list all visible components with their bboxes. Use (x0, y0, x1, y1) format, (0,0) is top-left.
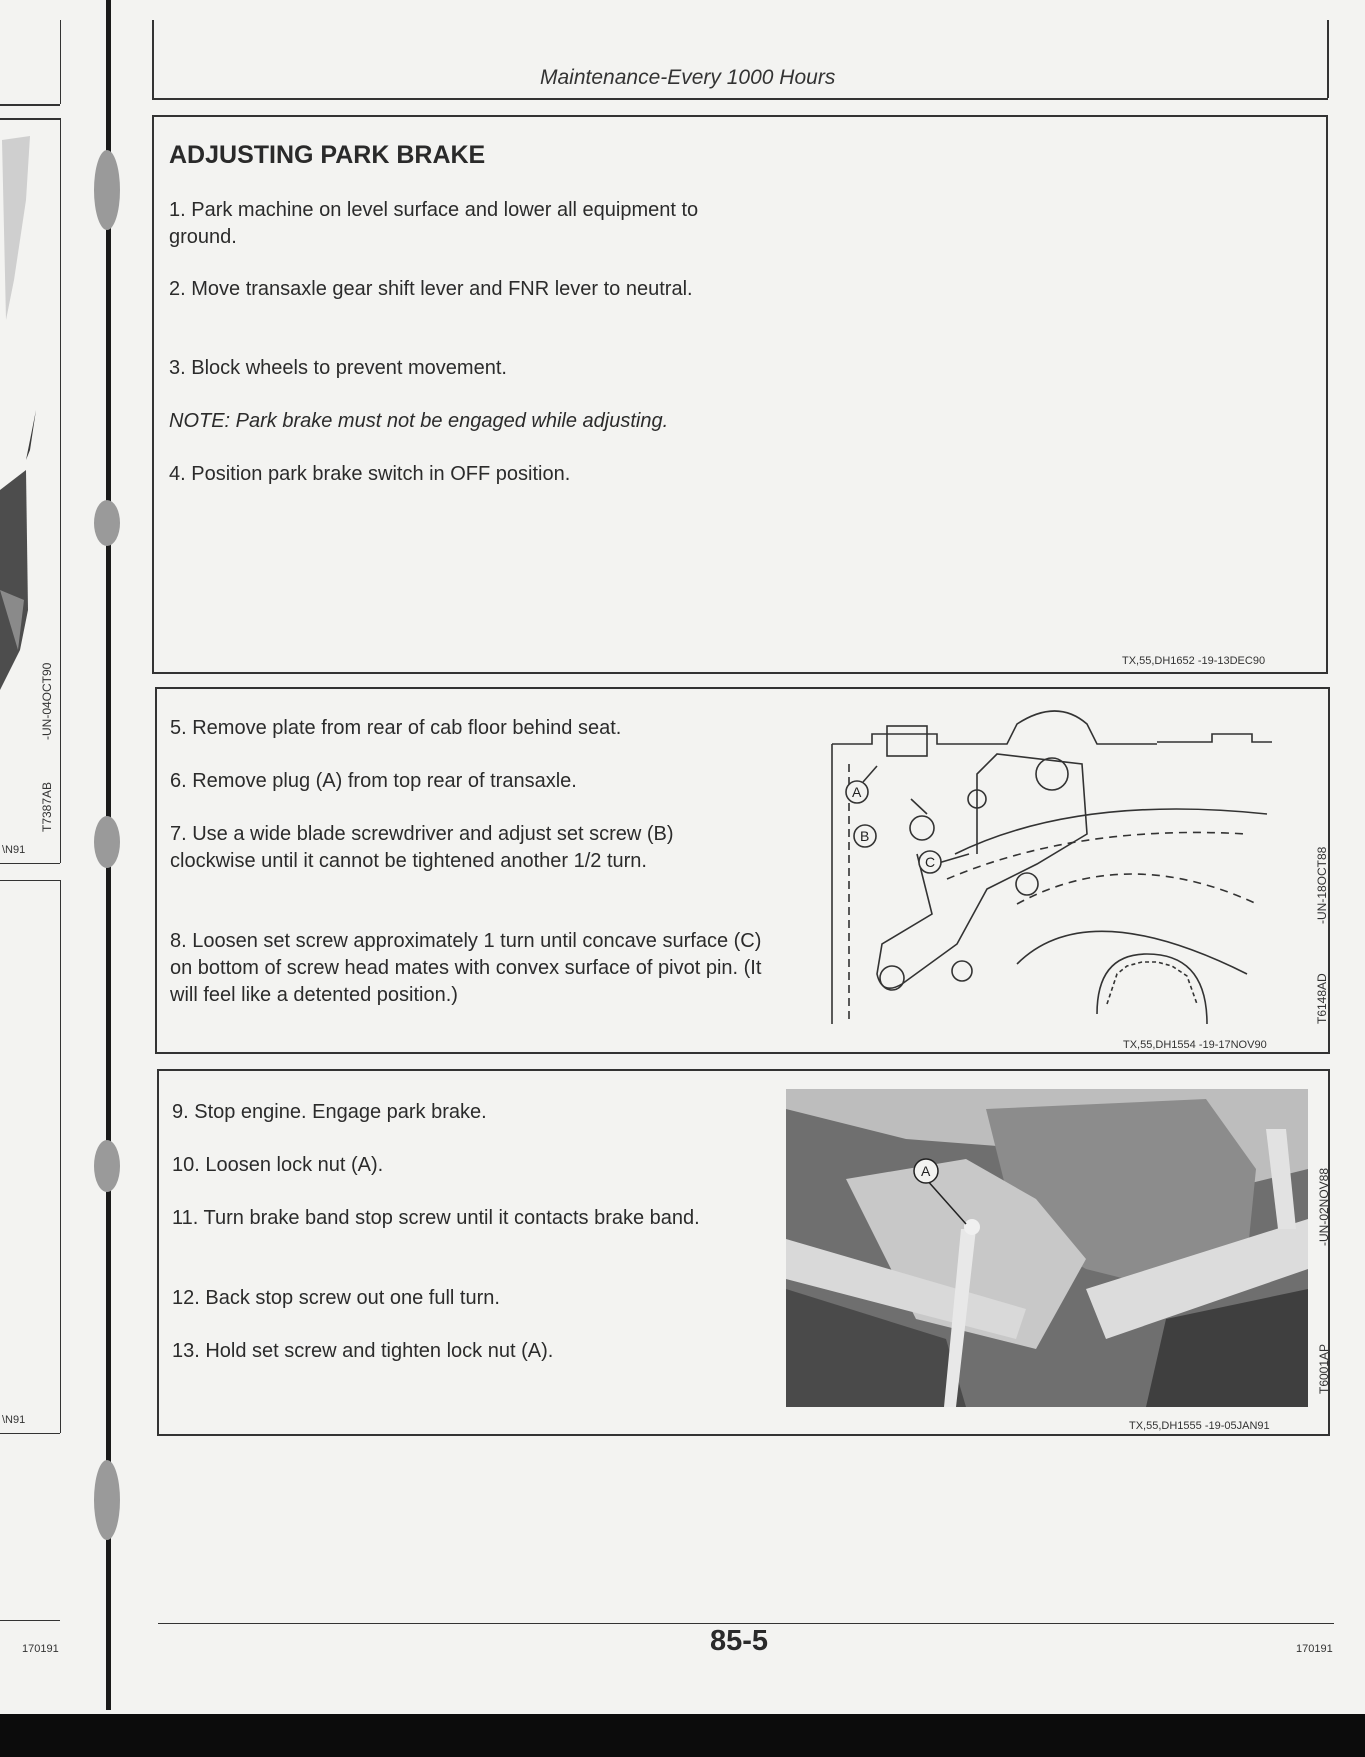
step-12: 12. Back stop screw out one full turn. (172, 1287, 500, 1309)
strip-rule (0, 880, 60, 881)
step-13: 13. Hold set screw and tighten lock nut (A). (172, 1340, 554, 1362)
strip-rule (0, 1433, 60, 1434)
strip-rule (0, 118, 60, 120)
callout-a: A (852, 784, 862, 800)
section-plug-and-set-screw (155, 687, 1330, 1054)
step-8: 8. Loosen set screw approximately 1 turn until concave surface (C) on bottom of screw head mates with convex surface of pivot pin. (It will feel like a detented position.) (170, 930, 762, 1006)
figure-code: T6001AP (1317, 1343, 1331, 1394)
step-10: 10. Loosen lock nut (A). (172, 1154, 384, 1176)
figure-code: -UN-18OCT88 (1315, 846, 1329, 924)
strip-rule (0, 104, 60, 106)
reference-code: TX,55,DH1652 -19-13DEC90 (1122, 655, 1266, 667)
reference-code: TX,55,DH1555 -19-05JAN91 (1129, 1420, 1270, 1432)
left-margin-strip (0, 0, 112, 1710)
step-2: 2. Move transaxle gear shift lever and FNR lever to neutral. (169, 278, 693, 300)
strip-rule (0, 1620, 60, 1621)
transaxle-diagram (827, 704, 1287, 1034)
strip-edge-text: \N91 (2, 1414, 26, 1426)
callout-c: C (925, 854, 936, 870)
strip-code: T7387AB (40, 781, 54, 832)
punch-hole (94, 1140, 120, 1192)
step-3: 3. Block wheels to prevent movement. (169, 357, 507, 379)
figure-code: -UN-02NOV88 (1317, 1167, 1331, 1246)
frame-line (1327, 20, 1329, 98)
footer-date-right: 170191 (1296, 1643, 1333, 1655)
step-6: 6. Remove plug (A) from top rear of transaxle. (170, 770, 577, 792)
section-adjusting-park-brake (152, 115, 1328, 674)
running-header: Maintenance-Every 1000 Hours (540, 66, 836, 89)
strip-code: -UN-04OCT90 (40, 662, 54, 740)
strip-edge-text: \N91 (2, 844, 26, 856)
step-7: 7. Use a wide blade screwdriver and adjust set screw (B) clockwise until it cannot be tightened another 1/2 turn. (170, 823, 674, 872)
punch-hole (94, 1460, 120, 1540)
step-5: 5. Remove plate from rear of cab floor behind seat. (170, 717, 622, 739)
step-4: 4. Position park brake switch in OFF position. (169, 463, 571, 485)
strip-rule (60, 118, 61, 863)
strip-rule (60, 880, 61, 1433)
step-1: 1. Park machine on level surface and lower all equipment to ground. (169, 199, 699, 248)
page-number: 85-5 (710, 1625, 769, 1657)
strip-rule (60, 20, 61, 104)
figure-code: T6148AD (1315, 973, 1329, 1024)
callout-a: A (921, 1163, 931, 1179)
note: NOTE: Park brake must not be engaged while adjusting. (169, 410, 669, 432)
punch-hole (94, 150, 120, 230)
footer-date-left: 170191 (22, 1643, 59, 1655)
brake-photo (786, 1089, 1308, 1407)
scan-bottom-edge (0, 1714, 1365, 1757)
frame-line (152, 20, 154, 98)
section-title: ADJUSTING PARK BRAKE (169, 141, 486, 169)
strip-rule (0, 863, 60, 864)
footer-rule (158, 1623, 1334, 1624)
callout-b: B (860, 828, 870, 844)
punch-hole (94, 816, 120, 868)
header-rule (152, 98, 1328, 100)
punch-hole (94, 500, 120, 546)
reference-code: TX,55,DH1554 -19-17NOV90 (1123, 1039, 1267, 1051)
step-9: 9. Stop engine. Engage park brake. (172, 1101, 487, 1123)
section-brake-band-stop (157, 1069, 1330, 1436)
step-11: 11. Turn brake band stop screw until it contacts brake band. (172, 1207, 700, 1229)
adjacent-page-photo-fragment (0, 130, 60, 690)
